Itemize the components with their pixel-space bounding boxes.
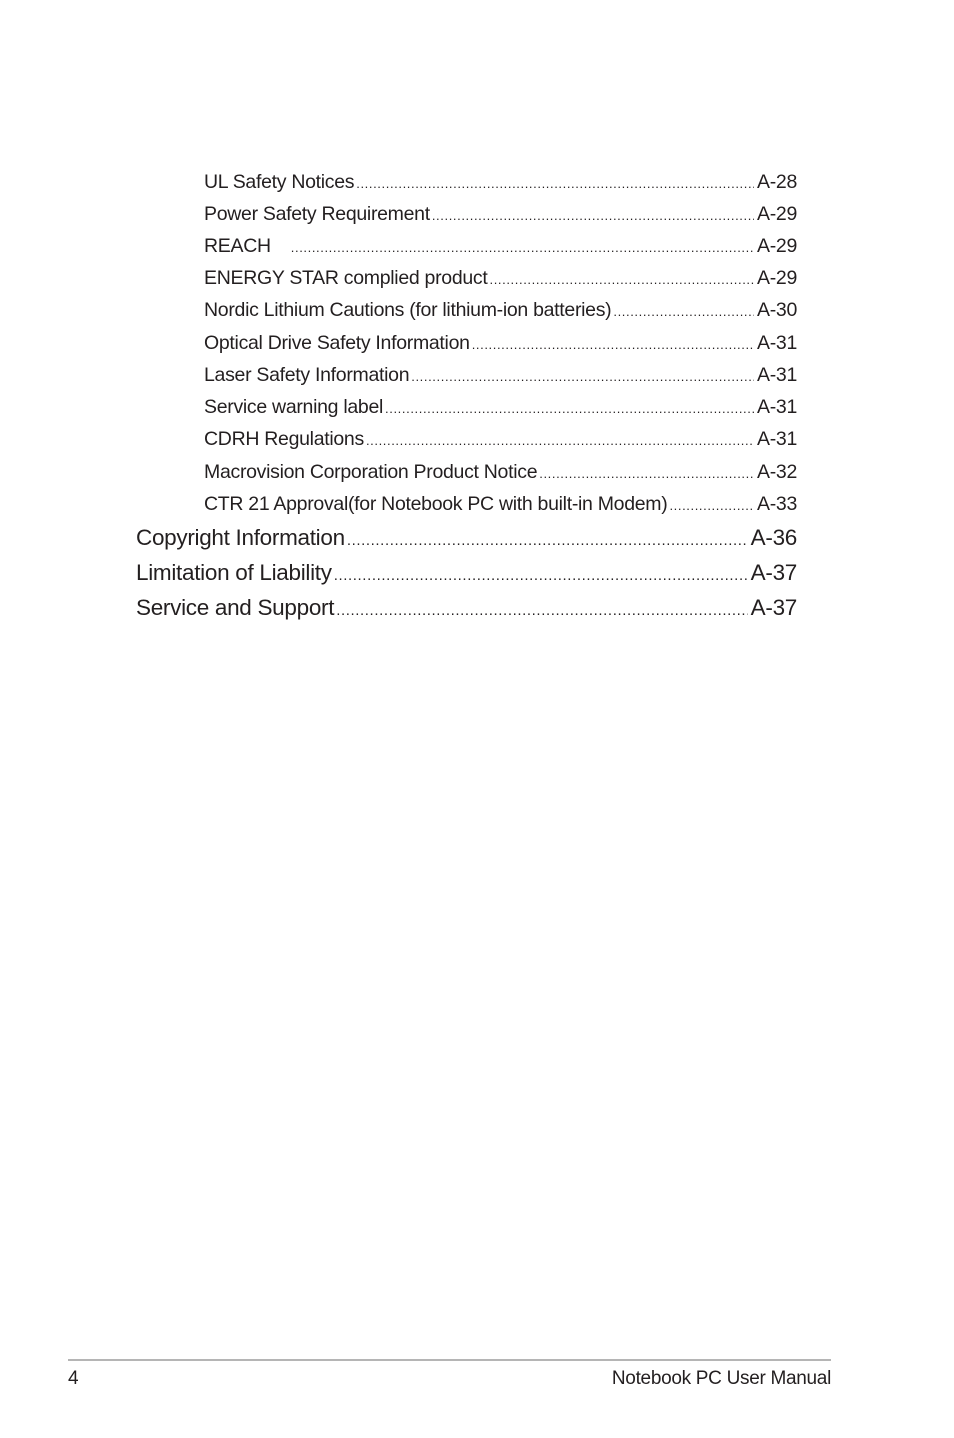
toc-dot-leader xyxy=(347,532,748,549)
toc-dot-leader xyxy=(291,240,754,255)
toc-entry-page: A-29 xyxy=(757,203,797,225)
toc-dot-leader xyxy=(366,433,754,448)
footer-manual-title: Notebook PC User Manual xyxy=(611,1368,831,1389)
toc-entry-title: UL Safety Notices xyxy=(204,171,355,193)
toc-entry-service-and-support[interactable] xyxy=(136,595,797,621)
toc-entry-ul-safety-notices[interactable] xyxy=(204,171,797,194)
toc-entry-energy-star[interactable] xyxy=(204,267,797,290)
toc-entry-reach[interactable] xyxy=(204,235,797,258)
toc-dot-leader xyxy=(472,337,754,352)
toc-entry-optical-drive-safety[interactable] xyxy=(204,332,797,355)
toc-entry-cdrh-regulations[interactable] xyxy=(204,428,797,451)
toc-entry-service-warning-label[interactable] xyxy=(204,396,797,419)
toc-entry-page: A-32 xyxy=(757,461,797,483)
toc-entry-page: A-29 xyxy=(757,267,797,289)
toc-entry-page: A-37 xyxy=(750,560,797,585)
footer-page-number: 4 xyxy=(68,1368,79,1389)
toc-entry-laser-safety[interactable] xyxy=(204,364,797,387)
toc-dot-leader xyxy=(669,498,754,513)
toc-entry-page: A-31 xyxy=(757,396,797,418)
toc-entry-title: ENERGY STAR complied product xyxy=(204,267,488,289)
toc-entry-title: CTR 21 Approval(for Notebook PC with built-in Modem) xyxy=(204,493,668,515)
toc-entry-page: A-31 xyxy=(757,428,797,450)
toc-entry-page: A-30 xyxy=(757,299,797,321)
toc-entry-title: Optical Drive Safety Information xyxy=(204,332,470,354)
toc-entry-page: A-28 xyxy=(757,171,797,193)
toc-entry-page: A-31 xyxy=(757,332,797,354)
toc-dot-leader xyxy=(411,369,754,384)
toc-entry-title: Power Safety Requirement xyxy=(204,203,430,225)
toc-entry-page: A-37 xyxy=(750,595,797,620)
toc-dot-leader xyxy=(432,208,754,223)
toc-dot-leader xyxy=(356,176,754,191)
toc-entry-title: Limitation of Liability xyxy=(136,560,332,585)
toc-entry-ctr21-approval[interactable] xyxy=(204,493,797,516)
toc-entry-page: A-36 xyxy=(750,525,797,550)
toc-entry-nordic-lithium-cautions[interactable] xyxy=(204,299,797,322)
toc-dot-leader xyxy=(613,304,754,319)
toc-entry-title: Copyright Information xyxy=(136,525,345,550)
toc-entry-page: A-31 xyxy=(757,364,797,386)
toc-entry-title: Macrovision Corporation Product Notice xyxy=(204,461,538,483)
toc-entry-page: A-33 xyxy=(757,493,797,515)
toc-entry-page: A-29 xyxy=(757,235,797,257)
toc-entry-power-safety-requirement[interactable] xyxy=(204,203,797,226)
toc-entry-limitation-of-liability[interactable] xyxy=(136,560,797,586)
toc-entry-title: Laser Safety Information xyxy=(204,364,410,386)
toc-entry-copyright-information[interactable] xyxy=(136,525,797,551)
toc-entry-title: REACH xyxy=(204,235,271,257)
toc-entry-title: Service and Support xyxy=(136,595,335,620)
toc-dot-leader xyxy=(334,567,748,584)
toc-entry-title: CDRH Regulations xyxy=(204,428,364,450)
toc-entry-title: Nordic Lithium Cautions (for lithium-ion batteries) xyxy=(204,299,612,321)
toc-dot-leader xyxy=(539,466,754,481)
toc-dot-leader xyxy=(490,272,755,287)
toc-entry-macrovision-notice[interactable] xyxy=(204,461,797,484)
toc-entry-title: Service warning label xyxy=(204,396,384,418)
toc-dot-leader xyxy=(385,401,754,416)
toc-dot-leader xyxy=(336,602,747,619)
footer-divider xyxy=(68,1359,831,1361)
